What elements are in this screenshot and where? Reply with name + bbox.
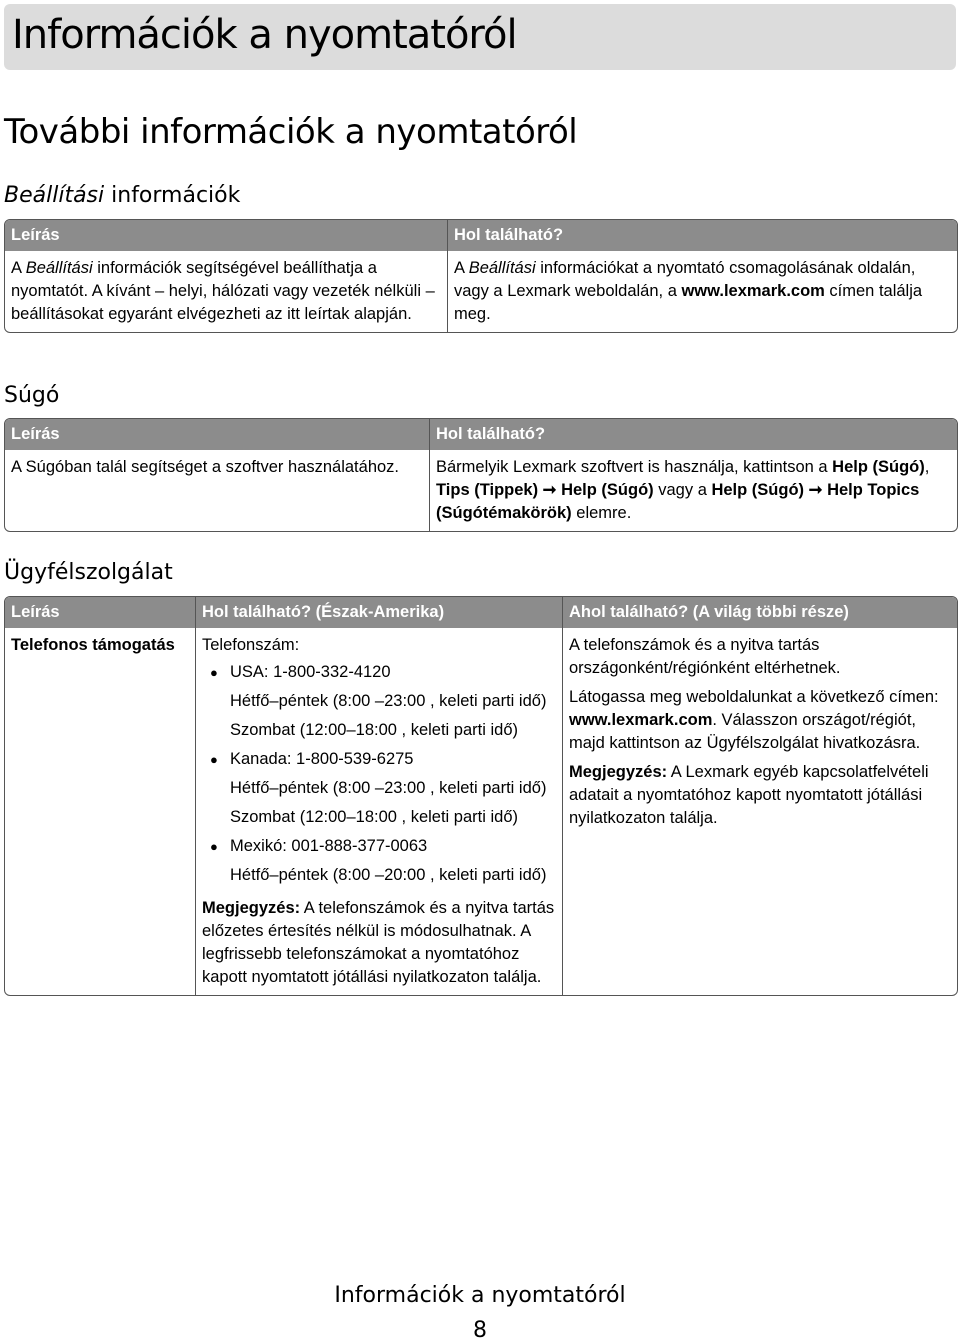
lexmark-url: www.lexmark.com <box>681 282 825 300</box>
support-col-world: Ahol található? (A világ többi része) <box>562 597 957 628</box>
help-table <box>4 418 958 532</box>
north-america-cell <box>195 628 562 995</box>
arrow-right-icon: ➞ <box>808 481 823 499</box>
setup-table <box>4 219 958 333</box>
phone-canada: ● Kanada: 1-800-539-6275 <box>202 748 556 771</box>
phone-label: Telefonszám: <box>202 636 300 654</box>
usa-hours-weekday: Hétfő–péntek (8:00 –23:00 , keleti parti idő) <box>230 692 547 710</box>
world-note: Megjegyzés: A Lexmark egyéb kapcsolatfelvételi adatait a nyomtatóhoz kapott nyomtatott jótállási nyilatkozaton találja. <box>569 763 929 827</box>
page-number: 8 <box>473 1318 487 1343</box>
arrow-right-icon: ➞ <box>542 481 557 499</box>
setup-description: A Beállítási információk segítségével beállíthatja a nyomtatót. A kívánt – helyi, hálózati vagy vezeték nélküli – beállításokat egyaránt elvégezheti az itt leírtak alapján. <box>11 259 435 323</box>
phone-usa: ● USA: 1-800-332-4120 <box>202 661 556 684</box>
setup-col-description: Leírás <box>5 220 447 251</box>
usa-hours-saturday: Szombat (12:00–18:00 , keleti parti idő) <box>230 721 519 739</box>
help-description: A Súgóban talál segítséget a szoftver használatához. <box>11 458 400 476</box>
canada-hours-weekday: Hétfő–péntek (8:00 –23:00 , keleti parti idő) <box>230 779 547 797</box>
section-title: További információk a nyomtatóról <box>4 112 578 152</box>
world-url: www.lexmark.com <box>569 711 713 729</box>
north-america-note: Megjegyzés: A telefonszámok és a nyitva tartás előzetes értesítés nélkül is módosulhatnak. A legfrissebb telefonszámokat a nyomtatóhoz kapott nyomtatott jótállási nyilatkozaton találja. <box>202 899 555 986</box>
setup-heading-rest: információk <box>104 183 241 208</box>
help-col-where: Hol található? <box>429 419 957 450</box>
chapter-title: Információk a nyomtatóról <box>12 12 517 58</box>
canada-hours-saturday: Szombat (12:00–18:00 , keleti parti idő) <box>230 808 519 826</box>
mexico-hours-weekday: Hétfő–péntek (8:00 –20:00 , keleti parti idő) <box>230 866 547 884</box>
world-para-2: Látogassa meg weboldalunkat a következő címen: www.lexmark.com. Válasszon országot/régiót, majd kattintson az Ügyfélszolgálat hivatkozásra. <box>569 688 939 752</box>
world-cell <box>562 628 957 995</box>
phone-list <box>202 661 556 684</box>
support-heading: Ügyfélszolgálat <box>4 560 173 585</box>
setup-where: A Beállítási információkat a nyomtató csomagolásának oldalán, vagy a Lexmark weboldalán, a www.lexmark.com címen találja meg. <box>447 251 957 332</box>
setup-heading-italic: Beállítási <box>4 183 105 208</box>
support-table <box>4 596 958 996</box>
world-para-1: A telefonszámok és a nyitva tartás országonként/régiónként eltérhetnek. <box>569 636 841 677</box>
help-col-description: Leírás <box>5 419 429 450</box>
footer-title: Információk a nyomtatóról <box>334 1283 626 1308</box>
help-where: Bármelyik Lexmark szoftvert is használja, kattintson a Help (Súgó), Tips (Tippek) ➞ Help (Súgó) vagy a Help (Súgó) ➞ Help Topics (Súgótémakörök) elemre. <box>429 450 957 531</box>
help-heading: Súgó <box>4 383 60 408</box>
support-col-description: Leírás <box>5 597 195 628</box>
setup-heading <box>4 183 240 208</box>
phone-mexico: ● Mexikó: 001-888-377-0063 <box>202 835 556 858</box>
setup-col-where: Hol található? <box>447 220 957 251</box>
phone-support-label: Telefonos támogatás <box>11 636 175 654</box>
support-col-north-america: Hol található? (Észak-Amerika) <box>195 597 562 628</box>
chapter-header <box>4 4 956 70</box>
